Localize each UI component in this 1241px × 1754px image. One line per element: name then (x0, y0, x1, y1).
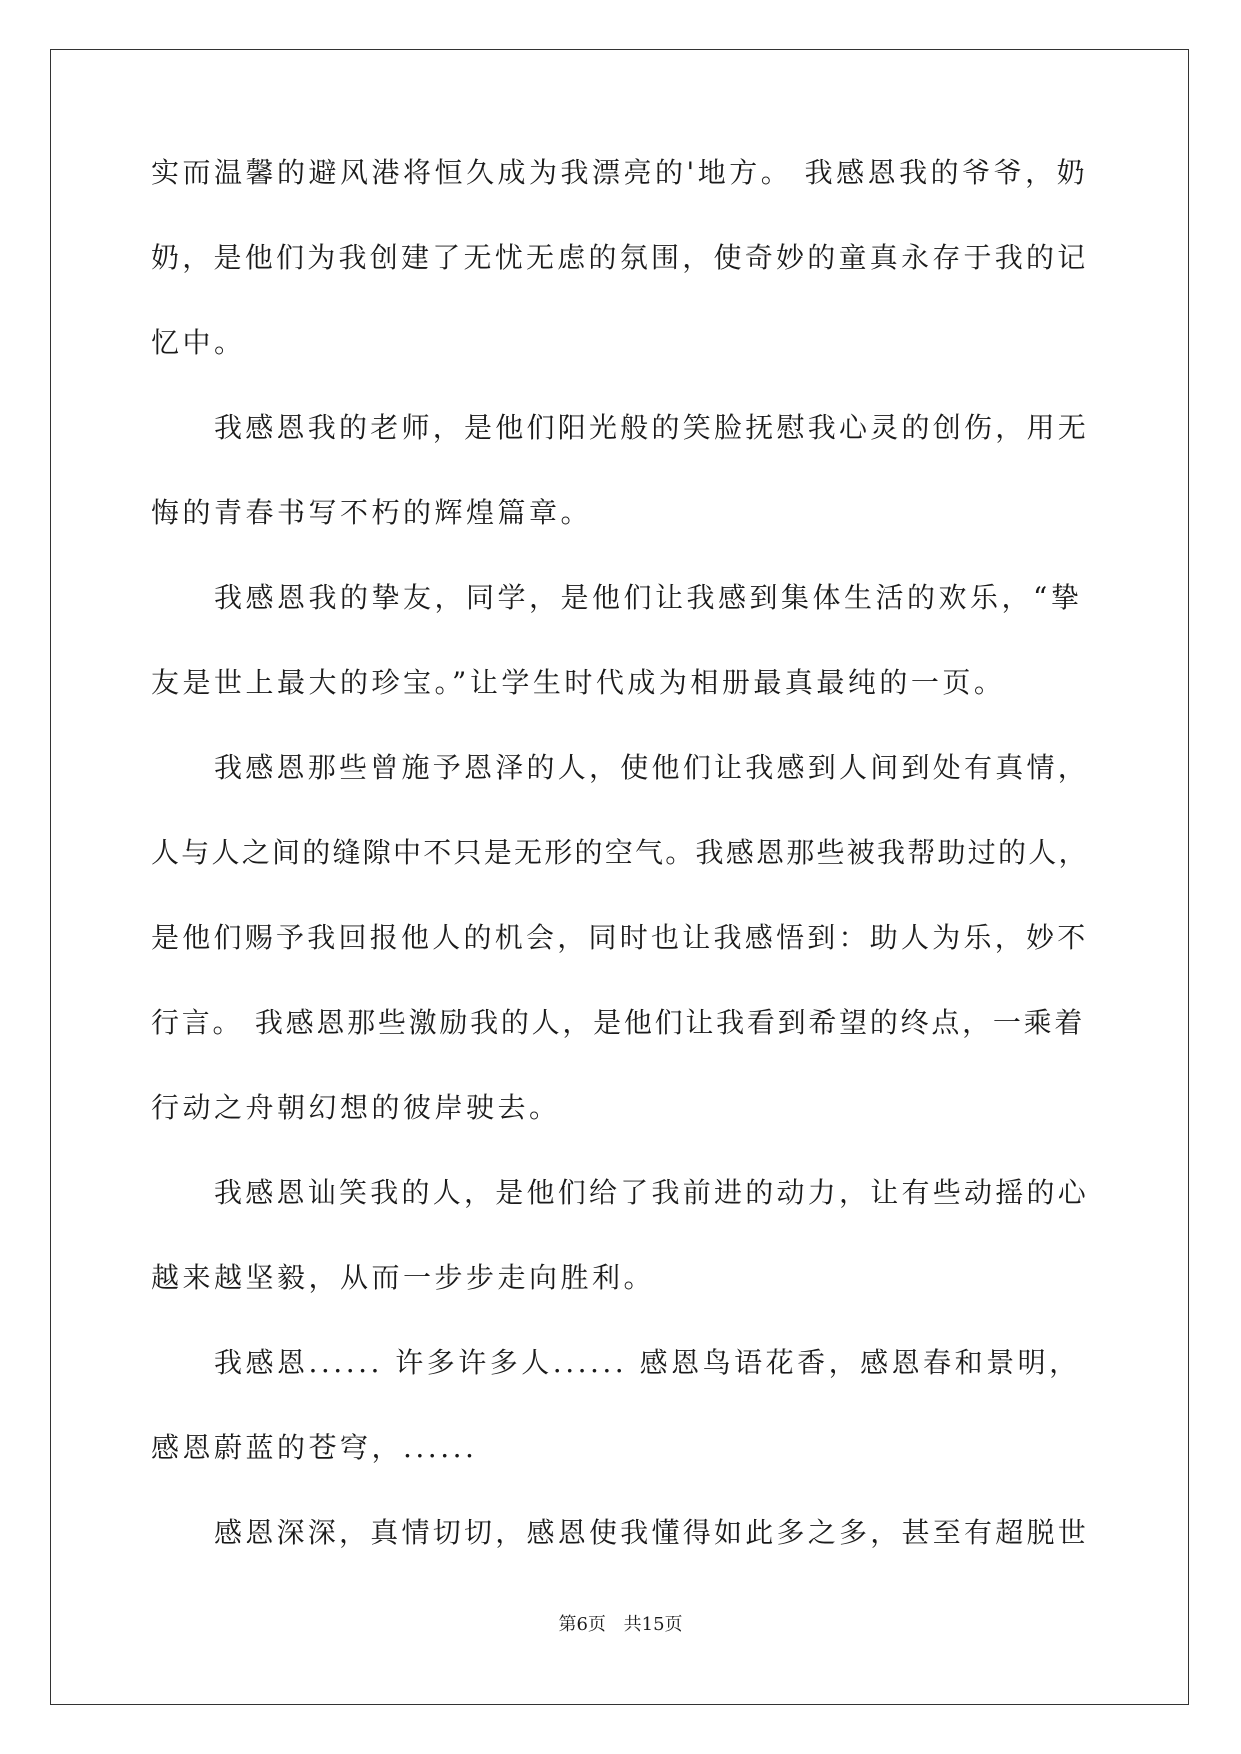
text-line: 行动之舟朝幻想的彼岸驶去。 (151, 1091, 561, 1124)
text-line: 人与人之间的缝隙中不只是无形的空气。我感恩那些被我帮助过的人， (151, 836, 1089, 869)
text-line: 忆中。 (151, 326, 246, 359)
text-line: 实而温馨的避风港将恒久成为我漂亮的'地方。 我感恩我的爷爷，奶 (151, 156, 1089, 189)
text-line: 我感恩讪笑我的人，是他们给了我前进的动力，让有些动摇的心 (214, 1176, 1090, 1209)
text-line: 越来越坚毅，从而一步步走向胜利。 (151, 1261, 656, 1294)
text-line: 是他们赐予我回报他人的机会，同时也让我感悟到：助人为乐，妙不 (151, 921, 1089, 954)
text-line: 感恩深深，真情切切，感恩使我懂得如此多之多，甚至有超脱世 (214, 1516, 1090, 1549)
page-total: 共15页 (623, 1614, 683, 1635)
text-line: 悔的青春书写不朽的辉煌篇章。 (151, 496, 593, 529)
page-footer (0, 1614, 1241, 1636)
document-body (151, 158, 1091, 1603)
text-line: 感恩蔚蓝的苍穹，...... (151, 1431, 478, 1464)
text-line: 奶，是他们为我创建了无忧无虑的氛围，使奇妙的童真永存于我的记 (151, 241, 1089, 274)
text-line: 行言。 我感恩那些激励我的人，是他们让我看到希望的终点，一乘着 (151, 1006, 1086, 1039)
text-line: 友是世上最大的珍宝。”让学生时代成为相册最真最纯的一页。 (151, 666, 1006, 699)
text-line: 我感恩...... 许多许多人...... 感恩鸟语花香，感恩春和景明， (214, 1346, 1081, 1379)
page-number: 第6页 (558, 1614, 606, 1635)
text-line: 我感恩我的挚友，同学，是他们让我感到集体生活的欢乐，“挚 (214, 581, 1083, 614)
text-line: 我感恩我的老师，是他们阳光般的笑脸抚慰我心灵的创伤，用无 (214, 411, 1090, 444)
text-line: 我感恩那些曾施予恩泽的人，使他们让我感到人间到处有真情， (214, 751, 1090, 784)
